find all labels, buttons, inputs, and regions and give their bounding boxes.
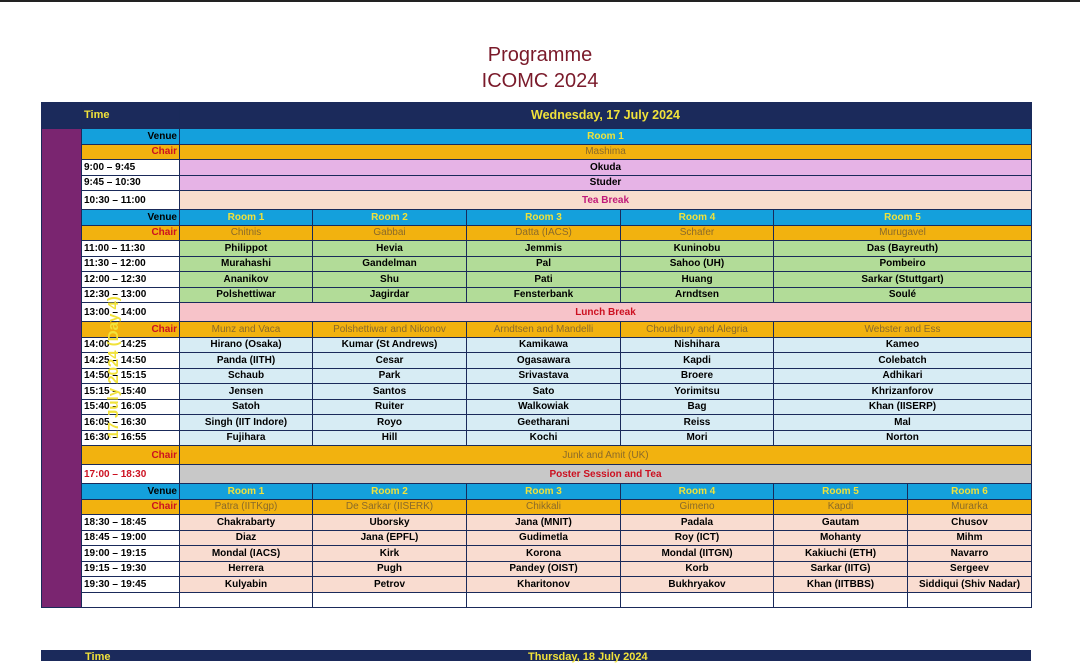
speaker: Ogasawara	[467, 353, 621, 369]
speaker: Nishihara	[621, 337, 774, 353]
table-row	[42, 210, 1032, 226]
empty-cell	[467, 592, 621, 608]
speaker: Mihm	[908, 530, 1032, 546]
table-row	[42, 368, 1032, 384]
chair-name: De Sarkar (IISERK)	[313, 499, 467, 515]
page-title: Programme	[487, 44, 593, 66]
table-row	[42, 191, 1032, 210]
speaker: Kulyabin	[180, 577, 313, 593]
speaker: Santos	[313, 384, 467, 400]
table-row	[42, 287, 1032, 303]
speaker: Yorimitsu	[621, 384, 774, 400]
speaker: Schaub	[180, 368, 313, 384]
speaker: Kakiuchi (ETH)	[774, 546, 908, 562]
speaker: Pombeiro	[774, 256, 1032, 272]
speaker: Hirano (Osaka)	[180, 337, 313, 353]
time-slot: 13:00 – 14:00	[82, 303, 180, 322]
speaker: Sato	[467, 384, 621, 400]
speaker: Reiss	[621, 415, 774, 431]
speaker: Petrov	[313, 577, 467, 593]
speaker: Kapdi	[621, 353, 774, 369]
speaker: Jana (MNIT)	[467, 515, 621, 531]
speaker: Soulé	[774, 287, 1032, 303]
speaker: Chakrabarty	[180, 515, 313, 531]
empty-cell	[908, 592, 1032, 608]
speaker: Gudimetla	[467, 530, 621, 546]
empty-cell	[774, 592, 908, 608]
speaker: Sarkar (Stuttgart)	[774, 272, 1032, 288]
table-row	[42, 499, 1032, 515]
table-row	[42, 272, 1032, 288]
speaker: Pati	[467, 272, 621, 288]
time-slot: 16:30 – 16:55	[82, 430, 180, 446]
time-slot: 11:30 – 12:00	[82, 256, 180, 272]
top-border	[0, 0, 1080, 2]
table-row	[42, 303, 1032, 322]
speaker: Hevia	[313, 241, 467, 257]
speaker: Korona	[467, 546, 621, 562]
speaker: Mohanty	[774, 530, 908, 546]
table-row	[42, 546, 1032, 562]
speaker: Roy (ICT)	[621, 530, 774, 546]
speaker: Pandey (OIST)	[467, 561, 621, 577]
next-day-time-label: Time	[85, 651, 111, 663]
time-slot: 9:00 – 9:45	[82, 160, 180, 176]
page-subtitle: ICOMC 2024	[481, 70, 599, 92]
time-slot: 10:30 – 11:00	[82, 191, 180, 210]
chair-name: Chitnis	[180, 225, 313, 241]
chair-name: Munz and Vaca	[180, 322, 313, 338]
time-slot: 9:45 – 10:30	[82, 175, 180, 191]
speaker: Srivastava	[467, 368, 621, 384]
speaker: Sahoo (UH)	[621, 256, 774, 272]
table-row	[42, 430, 1032, 446]
speaker: Cesar	[313, 353, 467, 369]
chair-label: Chair	[82, 446, 180, 465]
programme-table	[41, 102, 1032, 608]
speaker: Ananikov	[180, 272, 313, 288]
speaker: Kuninobu	[621, 241, 774, 257]
speaker: Philippot	[180, 241, 313, 257]
speaker: Khan (IITBBS)	[774, 577, 908, 593]
room-header: Room 5	[774, 210, 1032, 226]
room-header: Room 4	[621, 484, 774, 500]
time-slot: 14:50 – 15:15	[82, 368, 180, 384]
speaker: Chusov	[908, 515, 1032, 531]
speaker: Kamikawa	[467, 337, 621, 353]
time-slot: 17:00 – 18:30	[82, 465, 180, 484]
speaker: Shu	[313, 272, 467, 288]
speaker: Kharitonov	[467, 577, 621, 593]
time-slot: 16:05 – 16:30	[82, 415, 180, 431]
time-slot: 14:00 – 14:25	[82, 337, 180, 353]
table-row	[42, 415, 1032, 431]
table-row	[42, 446, 1032, 465]
speaker: Mondal (IACS)	[180, 546, 313, 562]
table-row	[42, 399, 1032, 415]
venue-label: Venue	[82, 484, 180, 500]
room-header: Room 2	[313, 484, 467, 500]
speaker: Sarkar (IITG)	[774, 561, 908, 577]
chair-label: Chair	[82, 225, 180, 241]
chair-name: Patra (IITKgp)	[180, 499, 313, 515]
table-row	[42, 322, 1032, 338]
room-header: Room 5	[774, 484, 908, 500]
speaker: Studer	[180, 175, 1032, 191]
speaker: Khrizanforov	[774, 384, 1032, 400]
speaker: Bukhryakov	[621, 577, 774, 593]
date-header: Wednesday, 17 July 2024	[180, 103, 1032, 129]
speaker: Arndtsen	[621, 287, 774, 303]
speaker: Gautam	[774, 515, 908, 531]
speaker: Korb	[621, 561, 774, 577]
chair-name: Webster and Ess	[774, 322, 1032, 338]
room-header: Room 3	[467, 484, 621, 500]
chair-name: Gimeno	[621, 499, 774, 515]
speaker: Pal	[467, 256, 621, 272]
table-row	[42, 175, 1032, 191]
speaker: Colebatch	[774, 353, 1032, 369]
chair-name: Murarka	[908, 499, 1032, 515]
chair-name: Chikkali	[467, 499, 621, 515]
tea-break: Tea Break	[180, 191, 1032, 210]
day-label: 17 July 2024 (Day 4)	[104, 295, 122, 439]
time-slot: 19:30 – 19:45	[82, 577, 180, 593]
room-header: Room 4	[621, 210, 774, 226]
chair-name: Schafer	[621, 225, 774, 241]
empty-cell	[621, 592, 774, 608]
speaker: Jagirdar	[313, 287, 467, 303]
speaker: Broere	[621, 368, 774, 384]
table-row	[42, 337, 1032, 353]
speaker: Khan (IISERP)	[774, 399, 1032, 415]
speaker: Huang	[621, 272, 774, 288]
table-row	[42, 465, 1032, 484]
speaker: Kochi	[467, 430, 621, 446]
speaker: Park	[313, 368, 467, 384]
venue-label: Venue	[82, 129, 180, 145]
chair-name: Murugavel	[774, 225, 1032, 241]
speaker: Satoh	[180, 399, 313, 415]
speaker: Fujihara	[180, 430, 313, 446]
header-corner	[42, 103, 82, 129]
speaker: Royo	[313, 415, 467, 431]
speaker: Sergeev	[908, 561, 1032, 577]
speaker: Okuda	[180, 160, 1032, 176]
speaker: Das (Bayreuth)	[774, 241, 1032, 257]
chair-label: Chair	[82, 499, 180, 515]
table-row	[42, 160, 1032, 176]
speaker: Singh (IIT Indore)	[180, 415, 313, 431]
chair-name: Datta (IACS)	[467, 225, 621, 241]
speaker: Siddiqui (Shiv Nadar)	[908, 577, 1032, 593]
room-header: Room 2	[313, 210, 467, 226]
time-slot: 12:30 – 13:00	[82, 287, 180, 303]
poster-session: Poster Session and Tea	[180, 465, 1032, 484]
speaker: Kameo	[774, 337, 1032, 353]
chair-label: Chair	[82, 144, 180, 160]
chair-name: Arndtsen and Mandelli	[467, 322, 621, 338]
lunch-break: Lunch Break	[180, 303, 1032, 322]
speaker: Pugh	[313, 561, 467, 577]
speaker: Adhikari	[774, 368, 1032, 384]
table-row	[42, 353, 1032, 369]
empty-cell	[82, 592, 180, 608]
chair-name: Junk and Amit (UK)	[180, 446, 1032, 465]
speaker: Norton	[774, 430, 1032, 446]
speaker: Padala	[621, 515, 774, 531]
time-slot: 18:45 – 19:00	[82, 530, 180, 546]
speaker: Geetharani	[467, 415, 621, 431]
table-row	[42, 144, 1032, 160]
table-row	[42, 577, 1032, 593]
speaker: Bag	[621, 399, 774, 415]
next-day-date: Thursday, 18 July 2024	[528, 651, 648, 663]
table-row	[42, 561, 1032, 577]
time-slot: 15:40 – 16:05	[82, 399, 180, 415]
room-header: Room 6	[908, 484, 1032, 500]
room-header: Room 1	[180, 210, 313, 226]
time-header: Time	[82, 103, 180, 129]
chair-name: Choudhury and Alegria	[621, 322, 774, 338]
speaker: Mondal (IITGN)	[621, 546, 774, 562]
speaker: Walkowiak	[467, 399, 621, 415]
time-slot: 19:00 – 19:15	[82, 546, 180, 562]
next-day-header	[41, 650, 1031, 661]
time-slot: 11:00 – 11:30	[82, 241, 180, 257]
room-header: Room 3	[467, 210, 621, 226]
speaker: Mal	[774, 415, 1032, 431]
speaker: Gandelman	[313, 256, 467, 272]
speaker: Fensterbank	[467, 287, 621, 303]
speaker: Hill	[313, 430, 467, 446]
speaker: Panda (IITH)	[180, 353, 313, 369]
speaker: Ruiter	[313, 399, 467, 415]
room-header: Room 1	[180, 129, 1032, 145]
table-row	[42, 384, 1032, 400]
table-row	[42, 484, 1032, 500]
speaker: Murahashi	[180, 256, 313, 272]
speaker: Kumar (St Andrews)	[313, 337, 467, 353]
time-slot: 18:30 – 18:45	[82, 515, 180, 531]
chair-name: Polshettiwar and Nikonov	[313, 322, 467, 338]
chair-name: Mashima	[180, 144, 1032, 160]
empty-cell	[313, 592, 467, 608]
chair-name: Gabbai	[313, 225, 467, 241]
speaker: Navarro	[908, 546, 1032, 562]
venue-label: Venue	[82, 210, 180, 226]
speaker: Jana (EPFL)	[313, 530, 467, 546]
table-row	[42, 530, 1032, 546]
time-slot: 12:00 – 12:30	[82, 272, 180, 288]
time-slot: 19:15 – 19:30	[82, 561, 180, 577]
room-header: Room 1	[180, 484, 313, 500]
table-row	[42, 256, 1032, 272]
empty-cell	[180, 592, 313, 608]
chair-name: Kapdi	[774, 499, 908, 515]
time-slot: 15:15 – 15:40	[82, 384, 180, 400]
chair-label: Chair	[82, 322, 180, 338]
time-slot: 14:25 – 14:50	[82, 353, 180, 369]
speaker: Uborsky	[313, 515, 467, 531]
speaker: Herrera	[180, 561, 313, 577]
speaker: Jemmis	[467, 241, 621, 257]
table-row	[42, 592, 1032, 608]
speaker: Polshettiwar	[180, 287, 313, 303]
speaker: Diaz	[180, 530, 313, 546]
table-row	[42, 225, 1032, 241]
table-row	[42, 103, 1032, 129]
table-row	[42, 515, 1032, 531]
speaker: Kirk	[313, 546, 467, 562]
speaker: Mori	[621, 430, 774, 446]
table-row	[42, 241, 1032, 257]
speaker: Jensen	[180, 384, 313, 400]
table-row	[42, 129, 1032, 145]
